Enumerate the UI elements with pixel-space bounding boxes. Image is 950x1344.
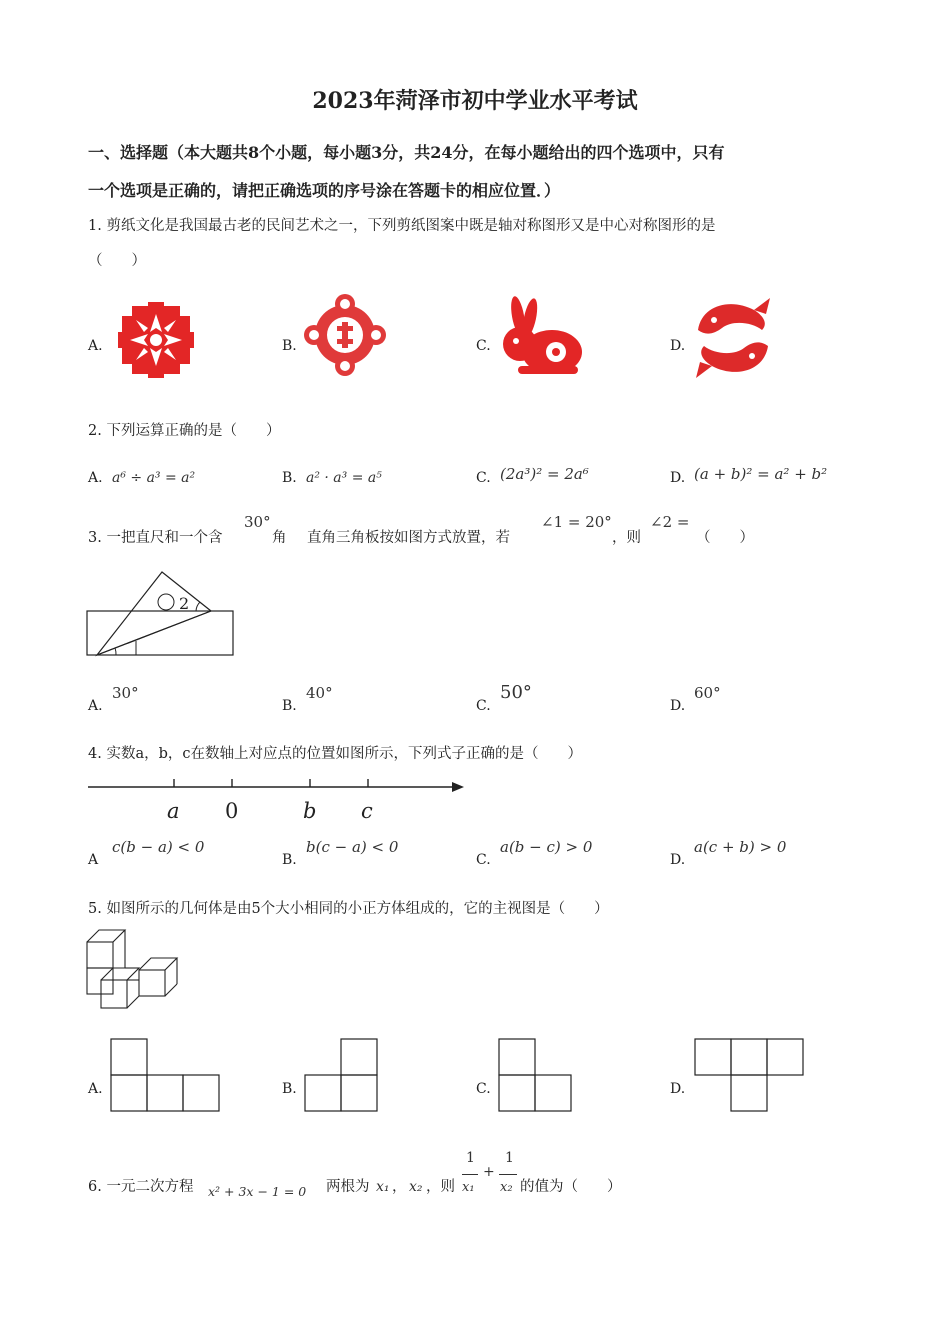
question-2-text: 2. 下列运算正确的是（ ） xyxy=(88,423,281,439)
q3-option-b-value: 40° xyxy=(306,684,333,702)
q1-option-d-label[interactable]: D. xyxy=(670,338,686,354)
q4-option-c-label[interactable]: C. xyxy=(476,852,491,868)
q5-option-b-label[interactable]: B. xyxy=(282,1081,297,1097)
q5-option-a-label[interactable]: A. xyxy=(88,1081,103,1097)
question-1-text: 1. 剪纸文化是我国最古老的民间艺术之一，下列剪纸图案中既是轴对称图形又是中心对称图形的是 xyxy=(88,218,716,234)
section-header-line1: 一、选择题（本大题共8个小题，每小题3分，共24分，在每小题给出的四个选项中，只有 xyxy=(88,143,725,162)
axis-label-c: c xyxy=(361,799,373,823)
q1-option-a-label[interactable]: A. xyxy=(88,338,103,354)
axis-label-b: b xyxy=(303,799,317,823)
q4-option-b-label[interactable]: B. xyxy=(282,852,297,868)
q5-option-a-figure xyxy=(108,1037,222,1113)
q4-option-d-label[interactable]: D. xyxy=(670,852,686,868)
question-6-pre: 6. 一元二次方程 xyxy=(88,1179,194,1195)
question-6-mid: 两根为 xyxy=(326,1179,370,1195)
q5-option-b-figure xyxy=(302,1037,380,1113)
fraction-2-denominator: x₂ xyxy=(500,1180,513,1195)
fraction-1-denominator: x₁ xyxy=(462,1180,475,1195)
q3-option-c-label[interactable]: C. xyxy=(476,698,491,714)
q5-option-c-figure xyxy=(496,1037,574,1113)
q3-option-b-label[interactable]: B. xyxy=(282,698,297,714)
q2-option-c-label[interactable]: C. xyxy=(476,470,491,486)
ruler-triangle-figure xyxy=(84,566,240,660)
page-title: 2023年菏泽市初中学业水平考试 xyxy=(312,88,638,114)
question-1-paren: （ ） xyxy=(88,253,146,269)
question-3-angle: 30° xyxy=(244,513,271,531)
question-3-mid1: 角 xyxy=(272,530,287,546)
q2-option-a-label[interactable]: A. xyxy=(88,470,103,486)
fraction-1-numerator: 1 xyxy=(466,1150,475,1166)
q2-option-c-expr: (2a³)² = 2a⁶ xyxy=(500,465,589,483)
q4-option-a-expr: c(b − a) < 0 xyxy=(112,838,205,856)
question-6-post: 的值为（ ） xyxy=(520,1179,622,1195)
papercut-fish-image xyxy=(692,294,774,382)
section-header-line2: 一个选项是正确的，请把正确选项的序号涂在答题卡的相应位置．） xyxy=(88,181,561,200)
q5-option-c-label[interactable]: C. xyxy=(476,1081,491,1097)
axis-label-zero: 0 xyxy=(225,799,239,823)
q3-option-a-label[interactable]: A. xyxy=(88,698,103,714)
question-3-mid2: 直角三角板按如图方式放置，若 xyxy=(307,530,510,546)
fraction-2-bar xyxy=(499,1174,517,1175)
papercut-rabbit-image xyxy=(496,296,586,378)
axis-label-a: a xyxy=(167,799,180,823)
fraction-1-bar xyxy=(462,1174,478,1175)
q2-option-d-expr: (a + b)² = a² + b² xyxy=(694,465,828,483)
q4-option-b-expr: b(c − a) < 0 xyxy=(306,838,399,856)
q1-option-c-label[interactable]: C. xyxy=(476,338,491,354)
q3-option-d-value: 60° xyxy=(694,684,721,702)
q4-option-d-expr: a(c + b) > 0 xyxy=(694,838,787,856)
q2-option-d-label[interactable]: D. xyxy=(670,470,686,486)
question-5-text: 5. 如图所示的几何体是由5个大小相同的小正方体组成的，它的主视图是（ ） xyxy=(88,901,609,917)
question-3-paren: （ ） xyxy=(696,530,754,546)
q3-option-c-value: 50° xyxy=(500,682,532,703)
q3-option-a-value: 30° xyxy=(112,684,139,702)
q2-option-b-label[interactable]: B. xyxy=(282,470,297,486)
papercut-square-image xyxy=(118,302,194,378)
q4-option-a-label[interactable]: A xyxy=(88,852,99,868)
question-3-condition: ∠1 = 20° xyxy=(541,513,612,531)
question-6-then: ，则 xyxy=(426,1179,455,1195)
question-4-text: 4. 实数a，b，c在数轴上对应点的位置如图所示，下列式子正确的是（ ） xyxy=(88,746,582,762)
q2-option-a-expr: a⁶ ÷ a³ = a² xyxy=(112,470,196,486)
q5-option-d-label[interactable]: D. xyxy=(670,1081,686,1097)
question-6-equation: x² + 3x − 1 = 0 xyxy=(208,1184,307,1199)
papercut-flower-image xyxy=(304,294,386,376)
q5-option-d-figure xyxy=(692,1037,806,1113)
cubes-3d-figure xyxy=(84,928,188,1012)
q3-option-d-label[interactable]: D. xyxy=(670,698,686,714)
fraction-plus: + xyxy=(483,1164,495,1180)
q4-option-c-expr: a(b − c) > 0 xyxy=(500,838,593,856)
fraction-2-numerator: 1 xyxy=(505,1150,514,1166)
question-3-mid3: ，则 xyxy=(612,530,641,546)
question-6-comma: ， xyxy=(392,1179,407,1195)
question-3-pre: 3. 一把直尺和一个含 xyxy=(88,530,223,546)
question-6-x2: x₂ xyxy=(409,1179,423,1195)
q2-option-b-expr: a² · a³ = a⁵ xyxy=(306,470,382,486)
number-line-figure xyxy=(86,774,470,826)
question-6-x1: x₁ xyxy=(376,1179,390,1195)
question-3-ask: ∠2 = xyxy=(650,513,690,531)
q1-option-b-label[interactable]: B. xyxy=(282,338,297,354)
angle-2-label: 2 xyxy=(179,594,190,613)
